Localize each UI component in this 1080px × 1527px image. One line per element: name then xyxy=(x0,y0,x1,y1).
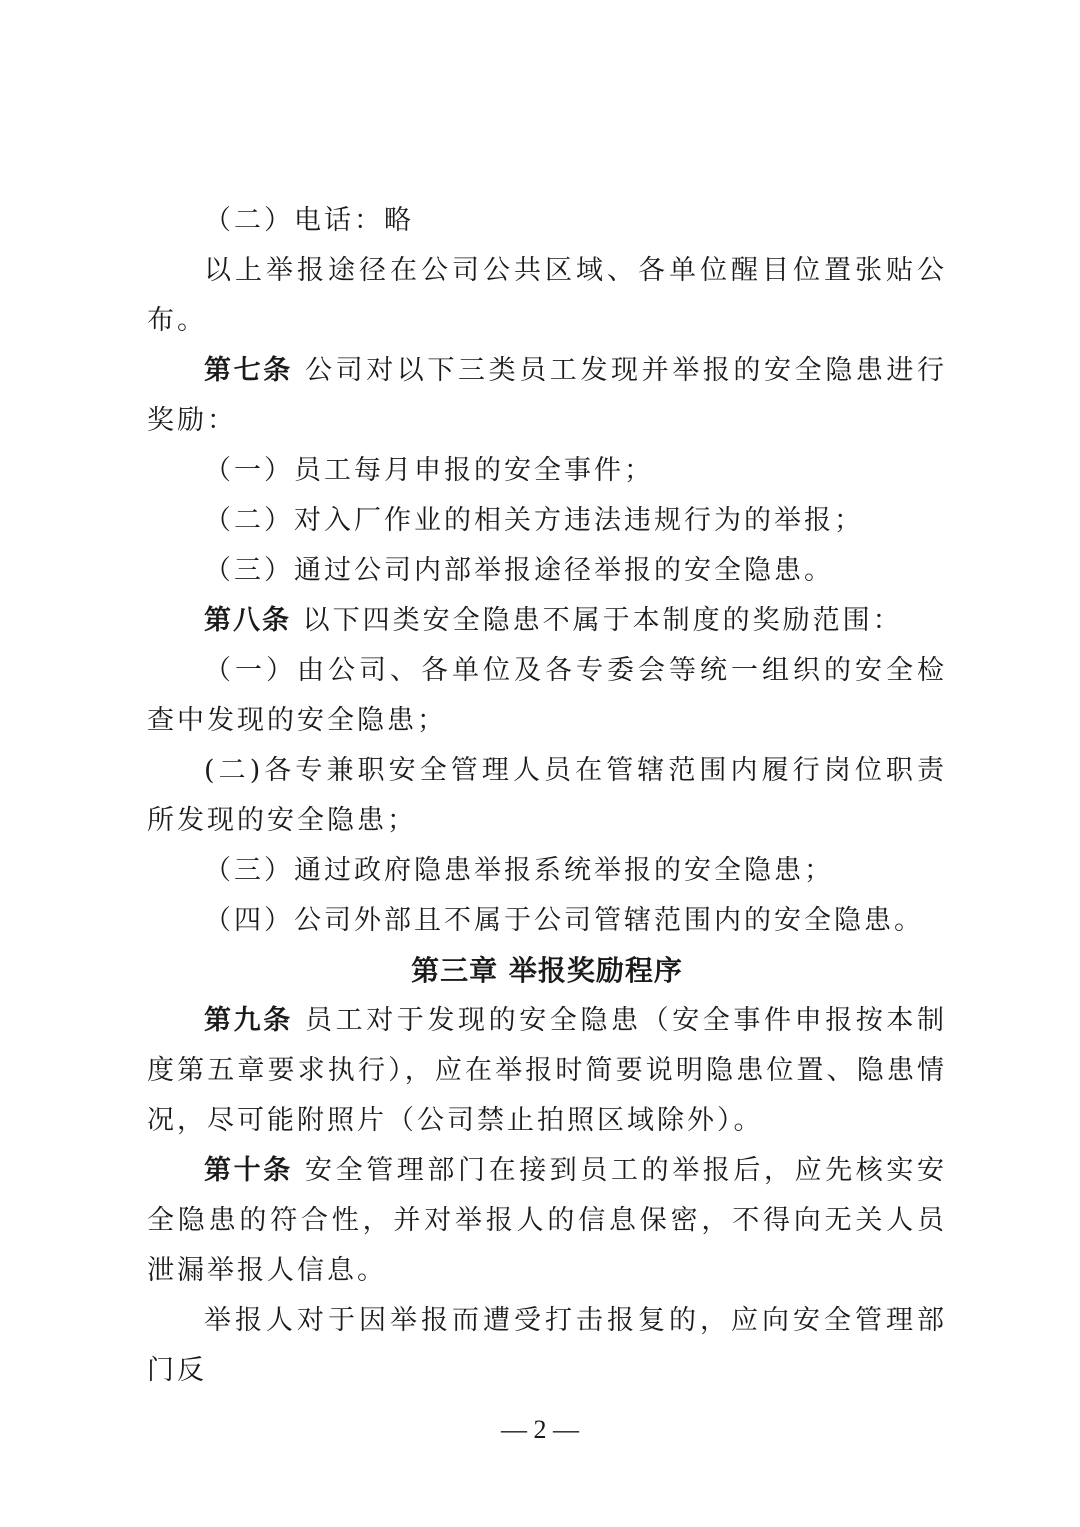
article-10 xyxy=(147,1146,947,1296)
list-item: （四）公司外部且不属于公司管辖范围内的安全隐患。 xyxy=(204,905,924,936)
chapter-heading: 第三章 举报奖励程序 xyxy=(411,954,683,987)
article-text: 公司对以下三类员工发现并举报的安全隐患进行奖励： xyxy=(147,355,948,436)
paragraph-phone: （二）电话：略 xyxy=(204,205,414,236)
article-text: 以下四类安全隐患不属于本制度的奖励范围： xyxy=(302,605,903,636)
page-number: — 2 — xyxy=(501,1415,579,1444)
article-number: 第十条 xyxy=(204,1155,293,1186)
list-item: （三）通过公司内部举报途径举报的安全隐患。 xyxy=(204,555,834,586)
list-item: （二）对入厂作业的相关方违法违规行为的举报； xyxy=(204,505,864,536)
article-8 xyxy=(147,596,947,646)
article-number: 第八条 xyxy=(204,605,291,636)
article-9 xyxy=(147,996,947,1146)
article-number: 第九条 xyxy=(204,1005,293,1036)
list-item: (二)各专兼职安全管理人员在管辖范围内履行岗位职责所发现的安全隐患； xyxy=(147,755,947,836)
list-item: （一）员工每月申报的安全事件； xyxy=(204,455,654,486)
article-text: 安全管理部门在接到员工的举报后，应先核实安全隐患的符合性，并对举报人的信息保密，不得向无关人员泄漏举报人信息。 xyxy=(147,1155,948,1286)
paragraph-channels-posted: 以上举报途径在公司公共区域、各单位醒目位置张贴公布。 xyxy=(147,255,947,336)
article-7 xyxy=(147,346,947,446)
list-item: （一）由公司、各单位及各专委会等统一组织的安全检查中发现的安全隐患； xyxy=(147,655,947,736)
list-item: （三）通过政府隐患举报系统举报的安全隐患； xyxy=(204,855,834,886)
paragraph-retaliation: 举报人对于因举报而遭受打击报复的，应向安全管理部门反 xyxy=(147,1305,947,1386)
document-body xyxy=(147,196,947,1396)
article-text: 员工对于发现的安全隐患（安全事件申报按本制度第五章要求执行），应在举报时简要说明隐患位置、隐患情况，尽可能附照片（公司禁止拍照区域除外）。 xyxy=(147,1005,948,1136)
article-number: 第七条 xyxy=(204,355,293,386)
